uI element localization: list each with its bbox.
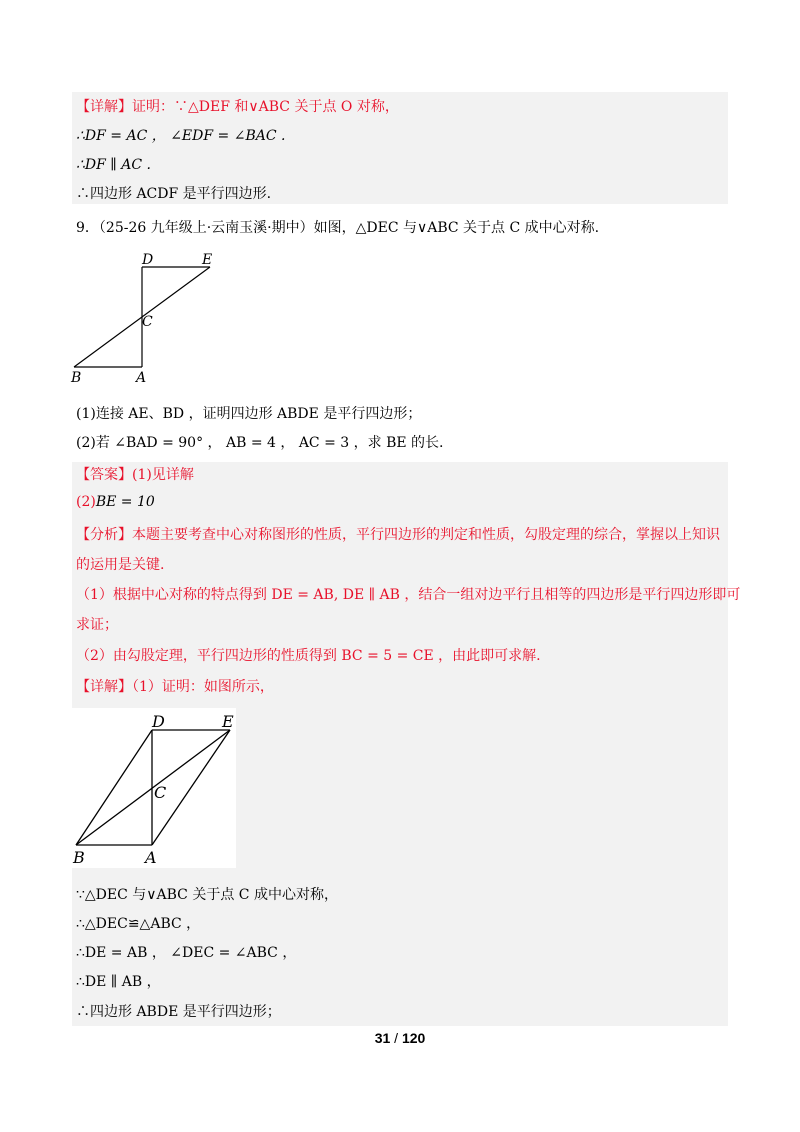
detail-line-4: ∴四边形 ACDF 是平行四边形.: [76, 186, 272, 202]
proof-line-3: ∴DE = AB ， ∠DEC = ∠ABC ，: [76, 945, 297, 961]
detail-text: 证明：∵△DEF 和∨ABC 关于点 O 对称，: [132, 99, 399, 115]
detail-line-3: ∴DF ∥ AC .: [76, 157, 151, 173]
page-number: [0, 1030, 800, 1046]
analysis-line-4: 求证；: [76, 617, 118, 633]
question-part-2: (2)若 ∠BAD = 90° ， AB = 4 ， AC = 3 ，求 BE 的长.: [76, 435, 444, 451]
fig1-label-e: E: [202, 252, 213, 268]
answer-2-prefix: (2): [76, 494, 96, 510]
figure-2: [72, 708, 236, 868]
page-current: 31: [374, 1030, 391, 1046]
detail2-line-1: [76, 677, 274, 697]
analysis-line-5: （2）由勾股定理，平行四边形的性质得到 BC = 5 = CE ，由此即可求解.: [76, 648, 541, 664]
fig1-label-d: D: [142, 252, 154, 268]
detail-label: 【详解】: [76, 99, 132, 115]
fig2-label-c: C: [154, 783, 167, 802]
answer-line-1: [76, 465, 194, 485]
proof-line-4: ∴DE ∥ AB ，: [76, 974, 161, 990]
analysis-line-2: 的运用是关键.: [76, 557, 165, 573]
question-part-1: (1)连接 AE、BD ，证明四边形 ABDE 是平行四边形；: [76, 406, 422, 422]
figure-1: [68, 250, 238, 385]
proof-line-5: ∴四边形 ABDE 是平行四边形；: [76, 1004, 281, 1020]
fig1-label-b: B: [71, 370, 82, 385]
fig2-label-d: D: [152, 712, 165, 731]
detail-line-2: ∴DF = AC ， ∠EDF = ∠BAC .: [76, 128, 286, 144]
fig2-label-a: A: [145, 848, 157, 867]
answer-label: 【答案】: [76, 467, 132, 483]
analysis-label: 【分析】: [76, 527, 132, 543]
fig2-label-b: B: [73, 848, 85, 867]
detail2-text: （1）证明：如图所示，: [132, 679, 274, 695]
detail2-label: 【详解】: [76, 679, 132, 695]
page-separator: /: [394, 1030, 399, 1046]
fig2-label-e: E: [222, 712, 234, 731]
detail-line-1: [76, 97, 399, 117]
answer-1: (1)见详解: [132, 467, 194, 483]
proof-line-1: ∵△DEC 与∨ABC 关于点 C 成中心对称，: [76, 887, 338, 903]
analysis-line-1: [76, 525, 720, 545]
analysis-text-1: 本题主要考查中心对称图形的性质，平行四边形的判定和性质，勾股定理的综合，掌握以上知识: [132, 527, 720, 543]
question-line: 9．（25-26 九年级上·云南玉溪·期中）如图，△DEC 与∨ABC 关于点 C 成中心对称.: [76, 220, 600, 236]
answer-2-math: BE = 10: [95, 494, 155, 510]
page-total: 120: [401, 1030, 426, 1046]
proof-line-2: ∴△DEC≌△ABC ，: [76, 916, 201, 932]
fig1-label-c: C: [142, 314, 153, 330]
answer-line-2: [76, 492, 155, 512]
analysis-line-3: （1）根据中心对称的特点得到 DE = AB, DE ∥ AB ，结合一组对边平行且相等的四边形是平行四边形即可: [76, 587, 741, 603]
fig1-label-a: A: [136, 370, 147, 385]
